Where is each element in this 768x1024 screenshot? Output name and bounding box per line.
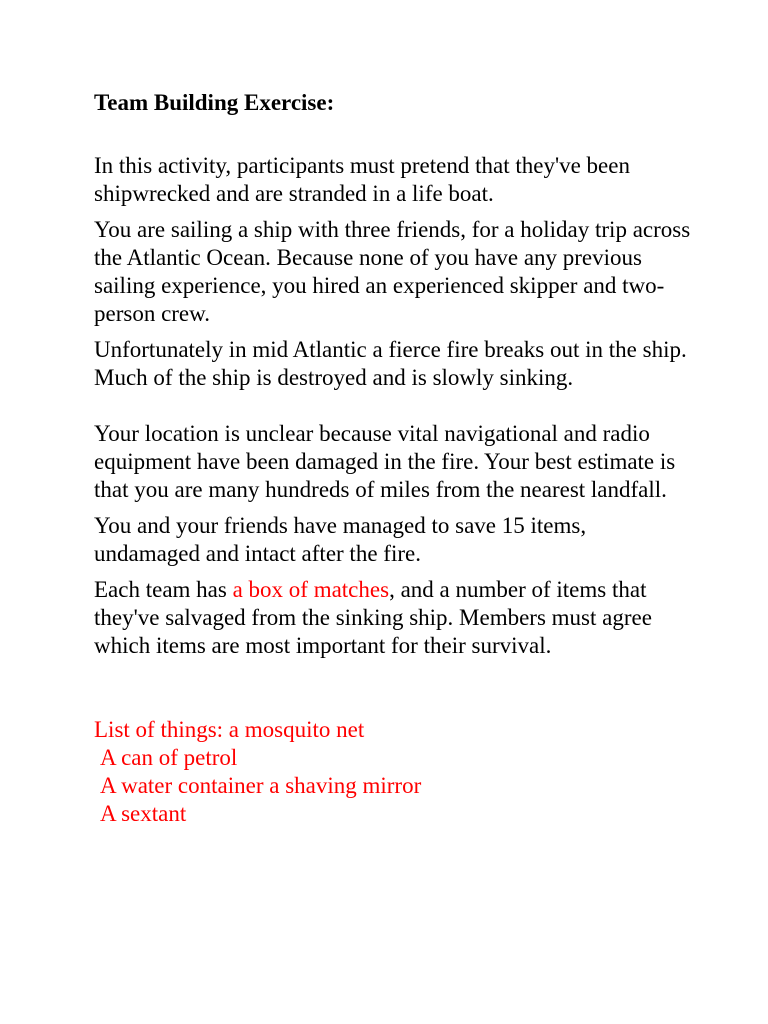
document-page — [94, 88, 694, 828]
list-item: List of things: a mosquito net — [94, 717, 365, 742]
paragraph-fire: Unfortunately in mid Atlantic a fierce fire breaks out in the ship. Much of the ship is destroyed and is slowly sinking. — [94, 337, 687, 390]
paragraph-sailing: You are sailing a ship with three friends, for a holiday trip across the Atlantic Ocean. Because none of you have any previous sailing experience, you hired an experienced skipper and two-person crew. — [94, 217, 691, 326]
paragraph-intro: In this activity, participants must pretend that they've been shipwrecked and are stranded in a life boat. — [94, 153, 630, 206]
paragraph-location: Your location is unclear because vital navigational and radio equipment have been damaged in the fire. Your best estimate is that you are many hundreds of miles from the nearest landfall. — [94, 421, 676, 502]
list-item: A can of petrol — [100, 745, 238, 770]
team-paragraph-after: , and a number of items that they've salvaged from the sinking ship. Members must agree which items are most important for their survival. — [94, 577, 652, 658]
highlight-box-of-matches: a box of matches — [232, 577, 390, 602]
paragraph-team — [94, 576, 694, 660]
list-item: A sextant — [100, 801, 187, 826]
team-paragraph-before: Each team has — [94, 577, 233, 602]
document-title: Team Building Exercise: — [94, 90, 335, 115]
list-item: A water container a shaving mirror — [100, 773, 422, 798]
paragraph-items-saved: You and your friends have managed to save 15 items, undamaged and intact after the fire. — [94, 513, 587, 566]
list-of-things — [94, 716, 694, 828]
